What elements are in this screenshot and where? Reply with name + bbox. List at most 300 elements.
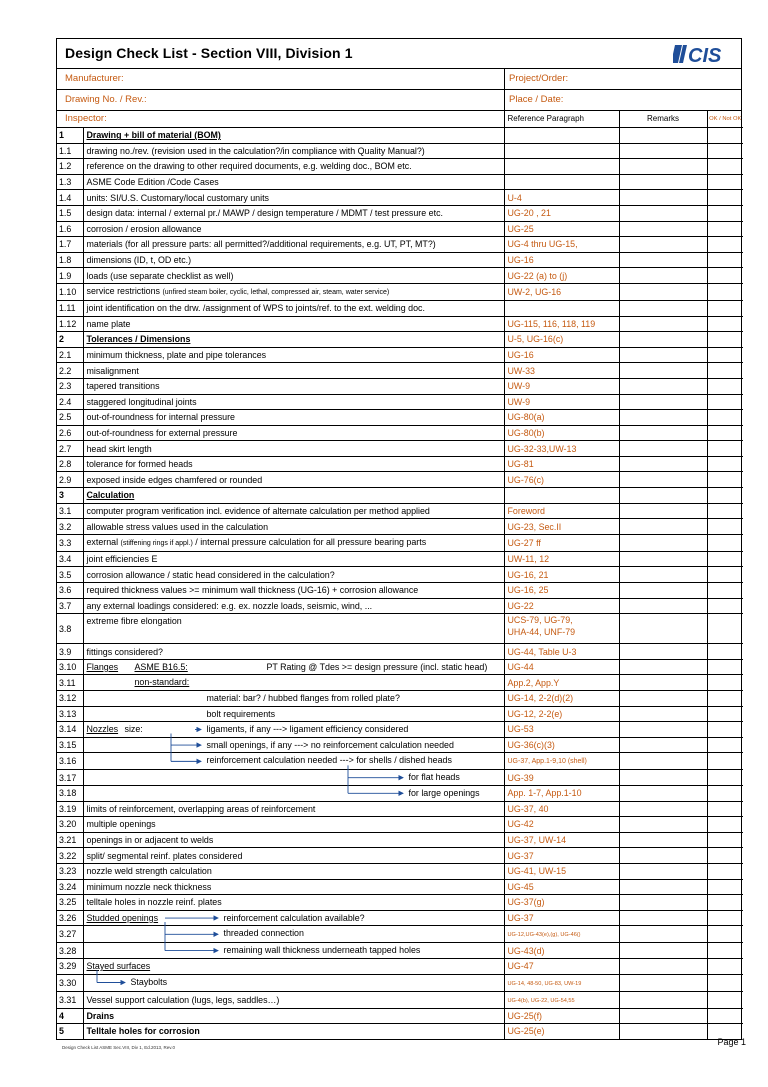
checklist-row — [57, 159, 743, 175]
checklist-row — [57, 283, 743, 300]
remarks-cell[interactable] — [619, 425, 707, 441]
ok-cell[interactable] — [707, 817, 743, 833]
item-number: 3.7 — [57, 598, 83, 614]
description-text: multiple openings — [86, 819, 156, 830]
reference-text: Foreword — [507, 505, 545, 516]
checklist-row — [57, 221, 743, 237]
remarks-cell[interactable] — [619, 991, 707, 1008]
checklist-row — [57, 598, 743, 614]
item-description — [83, 926, 504, 943]
checklist-row — [57, 817, 743, 833]
description-text: Telltale holes for corrosion — [86, 1026, 200, 1037]
item-number: 1.10 — [57, 283, 83, 300]
checklist-row — [57, 363, 743, 379]
item-number: 2.1 — [57, 347, 83, 363]
section-label: Stayed surfaces — [86, 960, 151, 971]
ok-cell[interactable] — [707, 300, 743, 316]
ok-cell[interactable] — [707, 488, 743, 504]
manufacturer-row — [57, 69, 741, 90]
ok-cell[interactable] — [707, 128, 743, 144]
reference-text: UG-53 — [507, 724, 534, 735]
item-description — [83, 190, 504, 206]
ok-cell[interactable] — [707, 583, 743, 599]
reference-text: UG-37, 40 — [507, 803, 549, 814]
description-text: extreme fibre elongation — [86, 616, 182, 627]
description-text: corrosion allowance / static head considered in the calculation? — [86, 569, 335, 580]
description-text: required thickness values >= minimum wall thickness (UG-16) + corrosion allowance — [86, 585, 419, 596]
ok-cell[interactable] — [707, 1008, 743, 1024]
remarks-cell[interactable] — [619, 347, 707, 363]
ok-cell[interactable] — [707, 614, 743, 644]
reference-paragraph — [504, 958, 619, 974]
description-text: allowable stress values used in the calculation — [86, 521, 269, 532]
remarks-cell[interactable] — [619, 283, 707, 300]
item-number: 2.7 — [57, 441, 83, 457]
reference-text: UG-14, 48-50, UG-83, UW-19 — [507, 980, 582, 987]
inspector-label: Inspector: — [57, 111, 504, 128]
remarks-cell[interactable] — [619, 910, 707, 926]
ok-cell[interactable] — [707, 910, 743, 926]
item-number: 3.2 — [57, 519, 83, 535]
remarks-cell[interactable] — [619, 675, 707, 691]
ok-cell[interactable] — [707, 644, 743, 660]
ok-cell[interactable] — [707, 770, 743, 786]
remarks-cell[interactable] — [619, 143, 707, 159]
inspector-row — [57, 111, 743, 128]
reference-text: UG-16, 25 — [507, 585, 549, 596]
item-description — [83, 567, 504, 583]
item-number: 2.5 — [57, 410, 83, 426]
reference-text: UCS-79, UG-79, — [507, 615, 573, 626]
remarks-cell[interactable] — [619, 456, 707, 472]
ok-cell[interactable] — [707, 268, 743, 284]
ok-cell[interactable] — [707, 441, 743, 457]
item-description — [83, 895, 504, 911]
description-text: Vessel support calculation (lugs, legs, saddles…) — [86, 994, 280, 1005]
description-text: Drains — [86, 1010, 115, 1021]
ok-cell[interactable] — [707, 801, 743, 817]
ok-cell[interactable] — [707, 347, 743, 363]
remarks-cell[interactable] — [619, 159, 707, 175]
reference-paragraph — [504, 644, 619, 660]
reference-paragraph — [504, 268, 619, 284]
section-label: Nozzles — [86, 724, 119, 735]
ok-cell[interactable] — [707, 159, 743, 175]
checklist-row — [57, 659, 743, 675]
ok-cell[interactable] — [707, 283, 743, 300]
item-description — [83, 283, 504, 300]
ok-cell[interactable] — [707, 848, 743, 864]
remarks-cell[interactable] — [619, 237, 707, 253]
remarks-cell[interactable] — [619, 410, 707, 426]
item-description — [83, 614, 504, 644]
item-number: 3.30 — [57, 974, 83, 991]
item-number: 1.9 — [57, 268, 83, 284]
remarks-cell[interactable] — [619, 958, 707, 974]
reference-text: UG-80(a) — [507, 412, 545, 423]
ok-cell[interactable] — [707, 926, 743, 943]
item-number: 2.6 — [57, 425, 83, 441]
reference-text: UG-76(c) — [507, 474, 544, 485]
reference-paragraph — [504, 926, 619, 943]
reference-paragraph — [504, 737, 619, 753]
reference-text: UG-37 — [507, 913, 534, 924]
item-description — [83, 879, 504, 895]
item-number: 1.1 — [57, 143, 83, 159]
reference-text: UW-33 — [507, 365, 535, 376]
item-number: 3.26 — [57, 910, 83, 926]
item-description — [83, 128, 504, 144]
description-text: any external loadings considered: e.g. ex. nozzle loads, seismic, wind, ... — [86, 600, 373, 611]
remarks-cell[interactable] — [619, 614, 707, 644]
remarks-cell[interactable] — [619, 503, 707, 519]
detail-text: PT Rating @ Tdes >= design pressure (incl. static head) — [266, 661, 488, 672]
reference-text: UG-27 ff — [507, 537, 541, 548]
ok-cell[interactable] — [707, 174, 743, 190]
ok-cell[interactable] — [707, 332, 743, 348]
item-number: 3.16 — [57, 753, 83, 770]
ok-cell[interactable] — [707, 974, 743, 991]
checklist-row — [57, 425, 743, 441]
detail-text: for flat heads — [408, 772, 460, 783]
reference-text: UG-4(b), UG-22, UG-54,55 — [507, 997, 575, 1004]
drawing-row — [57, 90, 741, 111]
reference-paragraph — [504, 1024, 619, 1039]
item-description — [83, 551, 504, 567]
remarks-cell[interactable] — [619, 848, 707, 864]
remarks-cell[interactable] — [619, 534, 707, 551]
item-description — [83, 1008, 504, 1024]
ok-cell[interactable] — [707, 503, 743, 519]
reference-text: UG-20 , 21 — [507, 208, 551, 219]
description-text: materials (for all pressure parts: all permitted?/additional requirements, e.g. UT, PT, MT?) — [86, 239, 436, 250]
remarks-cell[interactable] — [619, 974, 707, 991]
remarks-cell[interactable] — [619, 737, 707, 753]
checklist-row — [57, 706, 743, 722]
ok-cell[interactable] — [707, 943, 743, 959]
remarks-cell[interactable] — [619, 706, 707, 722]
item-description — [83, 441, 504, 457]
checklist-row — [57, 394, 743, 410]
ok-cell[interactable] — [707, 472, 743, 488]
checklist-row — [57, 252, 743, 268]
checklist-row — [57, 237, 743, 253]
ok-cell[interactable] — [707, 691, 743, 707]
description-text: Tolerances / Dimensions — [86, 334, 191, 345]
item-description — [83, 722, 504, 738]
checklist-row — [57, 943, 743, 959]
reference-text: App. 1-7, App.1-10 — [507, 788, 582, 799]
ok-cell[interactable] — [707, 706, 743, 722]
item-number: 2 — [57, 332, 83, 348]
item-number: 3 — [57, 488, 83, 504]
checklist-row — [57, 174, 743, 190]
remarks-cell[interactable] — [619, 441, 707, 457]
remarks-cell[interactable] — [619, 832, 707, 848]
checklist-row — [57, 347, 743, 363]
reference-paragraph — [504, 974, 619, 991]
ok-cell[interactable] — [707, 252, 743, 268]
remarks-cell[interactable] — [619, 205, 707, 221]
item-description — [83, 363, 504, 379]
ok-cell[interactable] — [707, 991, 743, 1008]
remarks-cell[interactable] — [619, 1008, 707, 1024]
checklist-row — [57, 863, 743, 879]
checklist-row — [57, 519, 743, 535]
reference-paragraph — [504, 943, 619, 959]
footer-doc-id: Design Check List ASME Sec.VIII, Div 1, Ed.2013, Rev.0 — [62, 1045, 175, 1050]
reference-text: UG-44 — [507, 662, 534, 673]
checklist-row — [57, 205, 743, 221]
ok-cell[interactable] — [707, 143, 743, 159]
description-text: tolerance for formed heads — [86, 459, 193, 470]
ok-cell[interactable] — [707, 659, 743, 675]
remarks-cell[interactable] — [619, 926, 707, 943]
ok-cell[interactable] — [707, 785, 743, 801]
item-description — [83, 910, 504, 926]
reference-text: UG-81 — [507, 459, 534, 470]
column-header-remarks: Remarks — [619, 111, 707, 128]
remarks-cell[interactable] — [619, 221, 707, 237]
item-description — [83, 205, 504, 221]
ok-cell[interactable] — [707, 879, 743, 895]
reference-text: UG-12, 2-2(e) — [507, 708, 563, 719]
item-number: 3.3 — [57, 534, 83, 551]
remarks-cell[interactable] — [619, 190, 707, 206]
reference-text: UW-9 — [507, 396, 531, 407]
remarks-cell[interactable] — [619, 300, 707, 316]
item-description — [83, 300, 504, 316]
item-description — [83, 943, 504, 959]
detail-text: bolt requirements — [206, 708, 276, 719]
reference-text: UG-37, App.1-9,10 (shell) — [507, 758, 587, 766]
ok-cell[interactable] — [707, 863, 743, 879]
description-text: reference on the drawing to other required documents, e.g. welding doc., BOM etc. — [86, 161, 412, 172]
remarks-cell[interactable] — [619, 770, 707, 786]
ok-cell[interactable] — [707, 567, 743, 583]
item-description — [83, 991, 504, 1008]
reference-paragraph — [504, 221, 619, 237]
description-text: service restrictions — [86, 285, 160, 296]
remarks-cell[interactable] — [619, 801, 707, 817]
checklist-row — [57, 737, 743, 753]
reference-paragraph — [504, 1008, 619, 1024]
checklist-row — [57, 567, 743, 583]
checklist-row — [57, 534, 743, 551]
description-text: design data: internal / external pr./ MAWP / design temperature / MDMT / test pressure etc. — [86, 208, 443, 219]
remarks-cell[interactable] — [619, 644, 707, 660]
remarks-cell[interactable] — [619, 879, 707, 895]
remarks-cell[interactable] — [619, 332, 707, 348]
checklist-row — [57, 1024, 743, 1039]
reference-text: UG-4 thru UG-15, — [507, 239, 578, 250]
remarks-cell[interactable] — [619, 691, 707, 707]
ok-cell[interactable] — [707, 958, 743, 974]
remarks-cell[interactable] — [619, 943, 707, 959]
reference-text-2: UHA-44, UNF-79 — [507, 627, 576, 638]
remarks-cell[interactable] — [619, 753, 707, 770]
ok-cell[interactable] — [707, 316, 743, 332]
remarks-cell[interactable] — [619, 488, 707, 504]
item-number: 1.5 — [57, 205, 83, 221]
drawing-label: Drawing No. / Rev.: — [65, 94, 147, 105]
remarks-cell[interactable] — [619, 363, 707, 379]
description-text: corrosion / erosion allowance — [86, 223, 202, 234]
detail-text: reinforcement calculation needed ---> for shells / dished heads — [206, 755, 452, 766]
detail-text: reinforcement calculation available? — [223, 912, 365, 923]
item-number: 3.11 — [57, 675, 83, 691]
item-description — [83, 675, 504, 691]
checklist-row — [57, 583, 743, 599]
reference-text: App.2, App.Y — [507, 677, 560, 688]
remarks-cell[interactable] — [619, 785, 707, 801]
ok-cell[interactable] — [707, 895, 743, 911]
reference-paragraph — [504, 519, 619, 535]
description-note: (unfired steam boiler, cyclic, lethal, compressed air, steam, water service) — [162, 288, 390, 296]
item-number: 3.29 — [57, 958, 83, 974]
checklist-row — [57, 503, 743, 519]
ok-cell[interactable] — [707, 722, 743, 738]
remarks-cell[interactable] — [619, 128, 707, 144]
reference-paragraph — [504, 237, 619, 253]
description-text: joint efficiencies E — [86, 554, 158, 565]
item-description — [83, 237, 504, 253]
ok-cell[interactable] — [707, 598, 743, 614]
remarks-cell[interactable] — [619, 551, 707, 567]
detail-text: threaded connection — [223, 928, 304, 939]
remarks-cell[interactable] — [619, 895, 707, 911]
item-description — [83, 817, 504, 833]
ok-cell[interactable] — [707, 378, 743, 394]
item-number: 1.3 — [57, 174, 83, 190]
reference-text: UG-37 — [507, 850, 534, 861]
reference-text: UW-11, 12 — [507, 554, 550, 565]
sub-label: ASME B16.5: — [134, 661, 188, 672]
description-text: staggered longitudinal joints — [86, 396, 197, 407]
description-text: drawing no./rev. (revision used in the calculation?/in compliance with Quality Manual?) — [86, 145, 425, 156]
remarks-cell[interactable] — [619, 817, 707, 833]
remarks-cell[interactable] — [619, 268, 707, 284]
remarks-cell[interactable] — [619, 174, 707, 190]
ok-cell[interactable] — [707, 410, 743, 426]
description-text: fittings considered? — [86, 646, 163, 657]
item-description — [83, 519, 504, 535]
ok-cell[interactable] — [707, 456, 743, 472]
reference-paragraph — [504, 863, 619, 879]
item-number: 3.23 — [57, 863, 83, 879]
ok-cell[interactable] — [707, 237, 743, 253]
ok-cell[interactable] — [707, 551, 743, 567]
ok-cell[interactable] — [707, 190, 743, 206]
reference-paragraph — [504, 785, 619, 801]
item-description — [83, 753, 504, 770]
item-number: 1.11 — [57, 300, 83, 316]
item-description — [83, 472, 504, 488]
ok-cell[interactable] — [707, 519, 743, 535]
reference-paragraph — [504, 706, 619, 722]
description-text: misalignment — [86, 365, 139, 376]
item-number: 4 — [57, 1008, 83, 1024]
reference-text: UG-37, UW-14 — [507, 835, 567, 846]
checklist-row — [57, 441, 743, 457]
description-tail: / internal pressure calculation for all pressure bearing parts — [195, 536, 427, 547]
ok-cell[interactable] — [707, 753, 743, 770]
remarks-cell[interactable] — [619, 519, 707, 535]
section-label: Studded openings — [86, 912, 159, 923]
remarks-cell[interactable] — [619, 394, 707, 410]
item-number: 2.4 — [57, 394, 83, 410]
checklist-row — [57, 722, 743, 738]
item-number: 3.25 — [57, 895, 83, 911]
item-number: 1.12 — [57, 316, 83, 332]
remarks-cell[interactable] — [619, 472, 707, 488]
reference-paragraph — [504, 441, 619, 457]
item-number: 1.7 — [57, 237, 83, 253]
item-description — [83, 221, 504, 237]
item-number: 3.5 — [57, 567, 83, 583]
reference-text: UG-25(e) — [507, 1026, 545, 1037]
checklist-table — [57, 111, 743, 1039]
remarks-cell[interactable] — [619, 316, 707, 332]
reference-paragraph — [504, 472, 619, 488]
ok-cell[interactable] — [707, 363, 743, 379]
remarks-cell[interactable] — [619, 722, 707, 738]
ok-cell[interactable] — [707, 221, 743, 237]
remarks-cell[interactable] — [619, 863, 707, 879]
description-text: head skirt length — [86, 443, 152, 454]
ok-cell[interactable] — [707, 394, 743, 410]
item-number: 1.2 — [57, 159, 83, 175]
item-number: 3.1 — [57, 503, 83, 519]
item-number: 3.10 — [57, 659, 83, 675]
reference-text: UG-12,UG-43(e),(g), UG-46() — [507, 932, 581, 939]
item-number: 5 — [57, 1024, 83, 1039]
item-description — [83, 832, 504, 848]
item-description — [83, 332, 504, 348]
logo-text: CIS — [688, 45, 722, 66]
checklist-row — [57, 378, 743, 394]
checklist-row — [57, 770, 743, 786]
checklist-row — [57, 991, 743, 1008]
reference-paragraph — [504, 879, 619, 895]
description-text: external — [86, 536, 119, 547]
remarks-cell[interactable] — [619, 598, 707, 614]
remarks-cell[interactable] — [619, 252, 707, 268]
ok-cell[interactable] — [707, 425, 743, 441]
item-number: 3.12 — [57, 691, 83, 707]
item-number: 3.18 — [57, 785, 83, 801]
item-description — [83, 174, 504, 190]
ok-cell[interactable] — [707, 675, 743, 691]
remarks-cell[interactable] — [619, 659, 707, 675]
ok-cell[interactable] — [707, 832, 743, 848]
reference-text: UG-115, 116, 118, 119 — [507, 318, 596, 329]
remarks-cell[interactable] — [619, 583, 707, 599]
item-number: 2.3 — [57, 378, 83, 394]
remarks-cell[interactable] — [619, 1024, 707, 1039]
reference-paragraph — [504, 722, 619, 738]
manufacturer-label: Manufacturer: — [65, 73, 124, 84]
description-text: units: SI/U.S. Customary/local customary units — [86, 192, 269, 203]
ok-cell[interactable] — [707, 737, 743, 753]
checklist-row — [57, 644, 743, 660]
description-text: dimensions (ID, t, OD etc.) — [86, 255, 192, 266]
remarks-cell[interactable] — [619, 378, 707, 394]
ok-cell[interactable] — [707, 534, 743, 551]
ok-cell[interactable] — [707, 205, 743, 221]
remarks-cell[interactable] — [619, 567, 707, 583]
reference-paragraph — [504, 753, 619, 770]
